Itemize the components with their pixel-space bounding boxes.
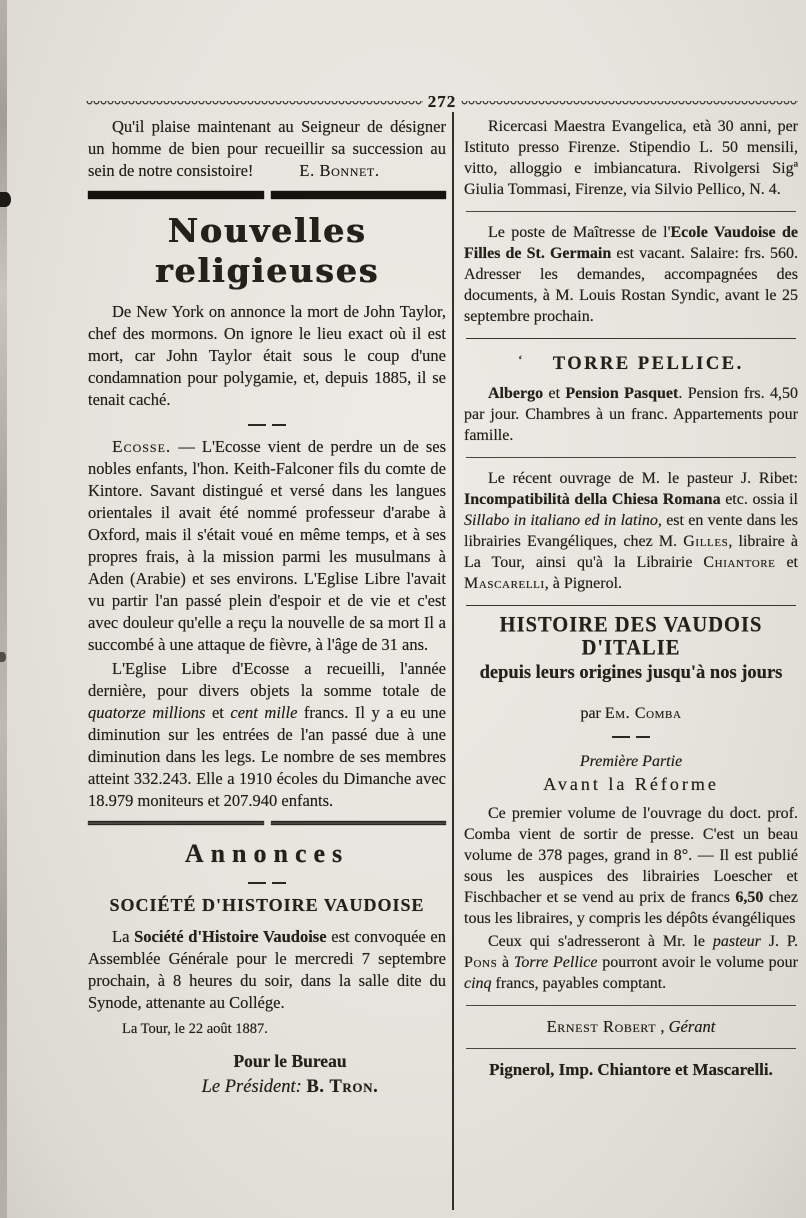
histoire-dash-divider — [464, 733, 798, 741]
ribet-italic-sillabo: Sillabo in italiano ed in latino — [464, 512, 658, 529]
poste-post: est vacant. Salaire: frs. 560. Adresser les demandes, accompagnées des documents, à M. Louis Rostan Syndic, avant le 25 septembre prochain. — [464, 245, 798, 325]
thin-rule-5 — [466, 1005, 796, 1006]
collecte-pre: L'Eglise Libre d'Ecosse a recueilli, l'année dernière, pour divers objets la somme totale de — [88, 659, 446, 700]
page-header — [86, 92, 798, 112]
paragraph-ecosse — [88, 436, 446, 656]
consistoire-text: Qu'il plaise maintenant au Seigneur de désigner un homme de bien pour recueillir sa succession au sein de notre consistoire! — [88, 117, 446, 180]
volume-price-bold: 6,50 — [735, 888, 764, 906]
offer-torre-pellice-italic: Torre Pellice — [513, 953, 598, 971]
scan-ink-blob-small — [0, 652, 6, 662]
paragraph-collecte — [88, 658, 446, 812]
thin-rule-6 — [466, 1048, 796, 1049]
thin-rule-4 — [466, 605, 796, 606]
paragraph-offer — [464, 931, 798, 994]
premiere-partie-label: Première Partie — [579, 752, 683, 770]
president-name: B. Tron. — [306, 1077, 379, 1097]
pension-post: . Pension frs. 4,50 par jour. Chambres à un franc. Appartements pour famille. — [464, 385, 798, 444]
volume-pre: Ce premier volume de l'ouvrage du doct. prof. Comba vient de sortir de presse. C'est un beau volume de 378 pages, grand in 8°. — Il est publié sous les auspices des librairies Loescher et Fischbacher et se vend au prix de francs — [464, 804, 798, 906]
section-title-annonces: Annonces — [184, 839, 350, 868]
president-line — [88, 1076, 446, 1098]
thin-heavy-rule-separator — [88, 821, 446, 825]
signature-bonnet: E. Bonnet. — [299, 161, 380, 180]
paragraph-mormons: De New York on annonce la mort de John Taylor, chef des mormons. On ignore le lieu exact où il est mort, car John Taylor était sous le coup d'une condamnation pour polygamie, et, depuis 1885, il se tenait caché. — [88, 302, 446, 409]
convocation-post: est convoquée en Assemblée Générale pour le mercredi 7 septembre prochain, à 8 heures du soir, dans la salle dite du Synode, attenante au Collége. — [88, 927, 447, 1012]
offer-mid1: J. P. — [760, 932, 798, 950]
ribet-mid3: , libraire à La Tour, ainsi qu'à la Librairie — [464, 533, 799, 571]
gerant-role: Gérant — [668, 1016, 716, 1036]
column-divider-rule — [452, 112, 454, 1210]
ribet-post: , à Pignerol. — [544, 575, 623, 592]
collecte-italic-millions: quatorze millions — [88, 703, 206, 722]
offer-cinq-italic: cinq — [464, 974, 492, 992]
dateline-la-tour: La Tour, le 22 août 1887. — [122, 1021, 268, 1037]
offer-mid3: pourront avoir le volume pour — [597, 953, 798, 971]
byline-name: Em. Comba — [604, 704, 682, 722]
ink-speck: ʻ — [518, 352, 525, 366]
wavy-rule-left — [86, 99, 423, 106]
convocation-pre: La — [112, 927, 135, 946]
offer-mid2: à — [497, 953, 514, 971]
heading-histoire-vaudois: HISTOIRE DES VAUDOIS D'ITALIE — [499, 613, 763, 660]
wavy-rule-right — [461, 99, 798, 106]
imprint-line: Pignerol, Imp. Chiantore et Mascarelli. — [489, 1059, 773, 1079]
poste-bold-ecole: Ecole Vaudoise de Filles de St. Germain — [464, 224, 799, 262]
paragraph-maestra-ad: Ricercasi Maestra Evangelica, età 30 anni, per Istituto presso Firenze. Stipendio L. 50 mensili, vitto, alloggio e imbiancatura. Rivolgersi Sigª Giulia Tommasi, Firenze, via Silvio Pellico, N. 4. — [464, 118, 798, 198]
heavy-rule-separator — [88, 191, 446, 199]
paragraph-consistoire — [88, 116, 446, 182]
thin-rule-3 — [466, 457, 796, 458]
ribet-mid2: , est en vente dans les librairies Evangéliques, chez M. — [464, 512, 798, 550]
offer-post: francs, payables comptant. — [491, 974, 667, 992]
byline-par: par — [580, 704, 605, 722]
heading-societe-histoire-vaudoise: SOCIÉTÉ D'HISTOIRE VAUDOISE — [109, 895, 425, 915]
thin-rule-1 — [466, 211, 796, 212]
collecte-italic-mille: cent mille — [230, 703, 298, 722]
section-title-nouvelles-religieuses: Nouvelles religieuses — [154, 211, 380, 290]
paragraph-pension-ad — [464, 383, 798, 446]
president-label: Le Président: — [201, 1077, 307, 1097]
page-number: 272 — [427, 92, 457, 111]
scan-ink-blob — [0, 192, 11, 207]
thin-rule-2 — [466, 338, 796, 339]
torre-pellice-title: TORRE PELLICE. — [552, 354, 744, 374]
scan-edge-artifact — [0, 0, 7, 1218]
avant-la-reforme-label: Avant la Réforme — [543, 773, 719, 794]
volume-post: chez tous les libraires, y compris les dépôts évangéliques — [464, 888, 799, 927]
offer-pre: Ceux qui s'adresseront à Mr. le — [488, 932, 713, 950]
ribet-bold-title: Incompatibilità della Chiesa Romana — [464, 491, 721, 508]
collecte-post: francs. Il y a eu une diminution sur les entrées de l'an passé due à une diminution dans les legs. Le nombre de ses membres atteint 332.243. Elle a 1910 écoles du Dimanche avec 18.979 moniteurs et 207.940 enfants. — [88, 703, 446, 810]
heading-torre-pellice — [464, 349, 798, 375]
paragraph-ribet-book — [464, 468, 798, 594]
ecosse-body: — L'Ecosse vient de perdre un de ses nobles enfants, l'hon. Keith-Falconer fils du comte de Kintore. Savant distingué et versé dans les langues orientales il avait été nommé professeur d'arabe à Oxford, mais il s'était voué en même temps, et à ses propres frais, à la mission parmi les musulmans à Aden (Arabie) et ses environs. L'Eglise Libre l'avait vu partir l'an passé plein d'espoir et de vie et c'est avec douleur qu'elle a reçu la nouvelle de sa mort Il a succombé à une attaque de fièvre, à l'âge de 31 ans. — [88, 437, 446, 654]
paragraph-poste-ad — [464, 222, 798, 327]
gerant-line — [464, 1016, 798, 1037]
ribet-mascarelli: Mascarelli — [464, 575, 545, 592]
ribet-chiantore: Chiantore — [703, 554, 776, 571]
convocation-bold-societe: Société d'Histoire Vaudoise — [134, 927, 327, 946]
offer-pasteur-italic: pasteur — [712, 932, 761, 950]
ribet-pre: Le récent ouvrage de M. le pasteur J. Ribet: — [488, 470, 798, 487]
byline-comba — [464, 703, 798, 724]
right-column — [464, 116, 798, 1212]
paragraph-convocation — [88, 926, 446, 1014]
paragraph-volume — [464, 803, 798, 929]
annonces-dash-divider — [88, 878, 446, 886]
gerant-name: Ernest Robert — [546, 1016, 657, 1036]
ribet-gilles: Gilles — [683, 533, 729, 550]
ribet-mid1: etc. ossia il — [720, 491, 799, 508]
collecte-mid: et — [205, 703, 231, 722]
subheading-origines: depuis leurs origines jusqu'à nos jours — [479, 663, 783, 683]
ribet-mid4: et — [775, 554, 799, 571]
pension-pasquet-bold: Pension Pasquet — [565, 385, 679, 402]
gerant-sep: , — [656, 1016, 669, 1036]
pension-mid: et — [543, 385, 566, 402]
ecosse-label: Ecosse. — [112, 437, 172, 456]
offer-pons: Pons — [464, 953, 498, 971]
short-dash-divider — [88, 420, 446, 428]
bureau-line: Pour le Bureau — [233, 1051, 347, 1071]
poste-pre: Le poste de Maîtresse de l' — [488, 224, 671, 241]
albergo-bold: Albergo — [488, 385, 544, 402]
left-column — [88, 116, 446, 1210]
